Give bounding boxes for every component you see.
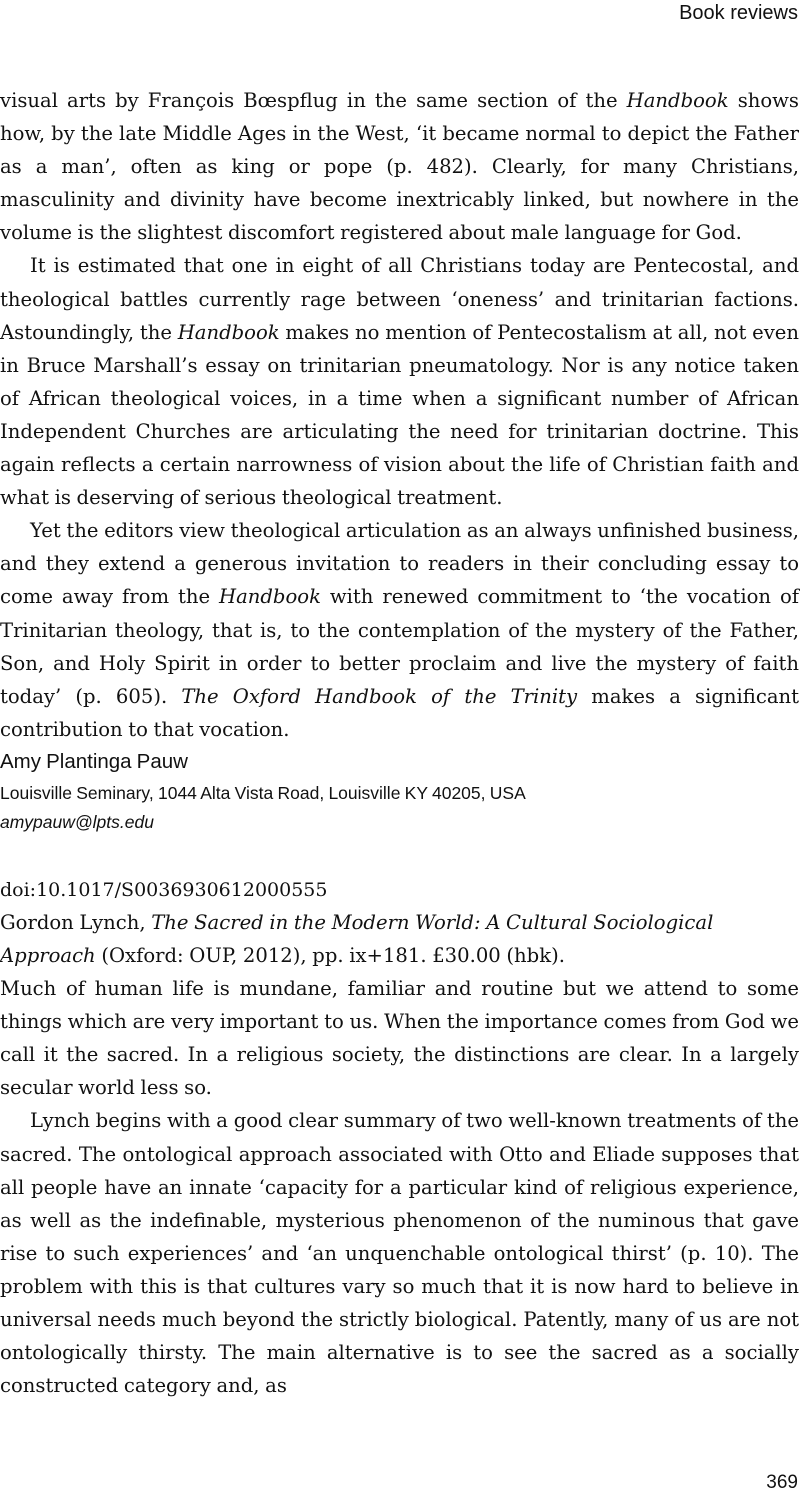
italic-title: The Oxford Handbook of the Trinity (181, 684, 578, 708)
text-run: with renewed commitment to ‘the vocation of Trinitarian theology, that is, to the contemplation of the mystery of the Father, Son, and Holy Spirit in order to better proclaim and live the mystery of faith today’ (p. 605). (0, 585, 799, 708)
text-run: makes a significant contribution to that vocation. (0, 684, 800, 741)
text-run: visual arts by François Bœspflug in the same section of the (0, 89, 627, 112)
review1-paragraph-2 (0, 249, 799, 514)
italic-title: Handbook (219, 585, 321, 609)
reviewer-email: amypauw@lpts.edu (0, 811, 154, 832)
citation-details: (Oxford: OUP, 2012), pp. ix+181. £30.00 (hbk). (95, 943, 565, 967)
italic-title: Handbook (177, 320, 280, 344)
book-citation (0, 906, 799, 972)
review1-paragraph-3 (0, 514, 799, 746)
review1-paragraph-1 (0, 84, 799, 249)
italic-title: Handbook (626, 89, 729, 112)
body-text (0, 84, 799, 1402)
citation-title: The Sacred in the Modern World: A Cultural Sociological Approach (0, 910, 714, 967)
review2-paragraph-1: Much of human life is mundane, familiar and routine but we attend to some things which are very important to us. When the importance comes from God we call it the sacred. In a religious society, the distinctions are clear. In a largely secular world less so. (0, 977, 799, 1100)
text-run: Yet the editors view theological articulation as an always unfinished business, and they extend a generous invitation to readers in their concluding essay to come away from the (0, 519, 799, 609)
text-run: shows how, by the late Middle Ages in the West, ‘it became normal to depict the Father as a man’, often as king or pope (p. 482). Clearly, for many Christians, masculinity and divinity have become inextricably linked, but nowhere in the volume is the slightest discomfort registered about male language for God. (0, 89, 799, 245)
reviewer-affiliation: Louisville Seminary, 1044 Alta Vista Road, Louisville KY 40205, USA (0, 782, 526, 803)
review2-paragraph-2: Lynch begins with a good clear summary of two well-known treatments of the sacred. The ontological approach associated with Otto and Eliade supposes that all people have an innate ‘capacity for a particular kind of religious experience, as well as the indefinable, mysterious phenomenon of the numinous that gave rise to such experiences’ and ‘an unquenchable ontological thirst’ (p. 10). The problem with this is that cultures vary so much that it is now hard to believe in universal needs much beyond the strictly biological. Patently, many of us are not ontologically thirsty. The main alternative is to see the sacred as a socially constructed category and, as (0, 1109, 799, 1398)
citation-author: Gordon Lynch, (0, 910, 152, 934)
text-run: It is estimated that one in eight of all Christians today are Pentecostal, and theological battles currently rage between ‘oneness’ and trinitarian factions. Astoundingly, the (0, 254, 799, 344)
text-run: makes no mention of Pentecostalism at all, not even in Bruce Marshall’s essay on trinitarian pneumatology. Nor is any notice taken of African theological voices, in a time when a significant number of African Independent Churches are articulating the need for trinitarian doctrine. This again reflects a certain narrowness of vision about the life of Christian faith and what is deserving of serious theological treatment. (0, 320, 799, 510)
page-number: 369 (766, 1472, 798, 1493)
reviewer-name: Amy Plantinga Pauw (0, 749, 188, 773)
doi: doi:10.1017/S0036930612000555 (0, 878, 328, 901)
running-head: Book reviews (679, 2, 798, 24)
